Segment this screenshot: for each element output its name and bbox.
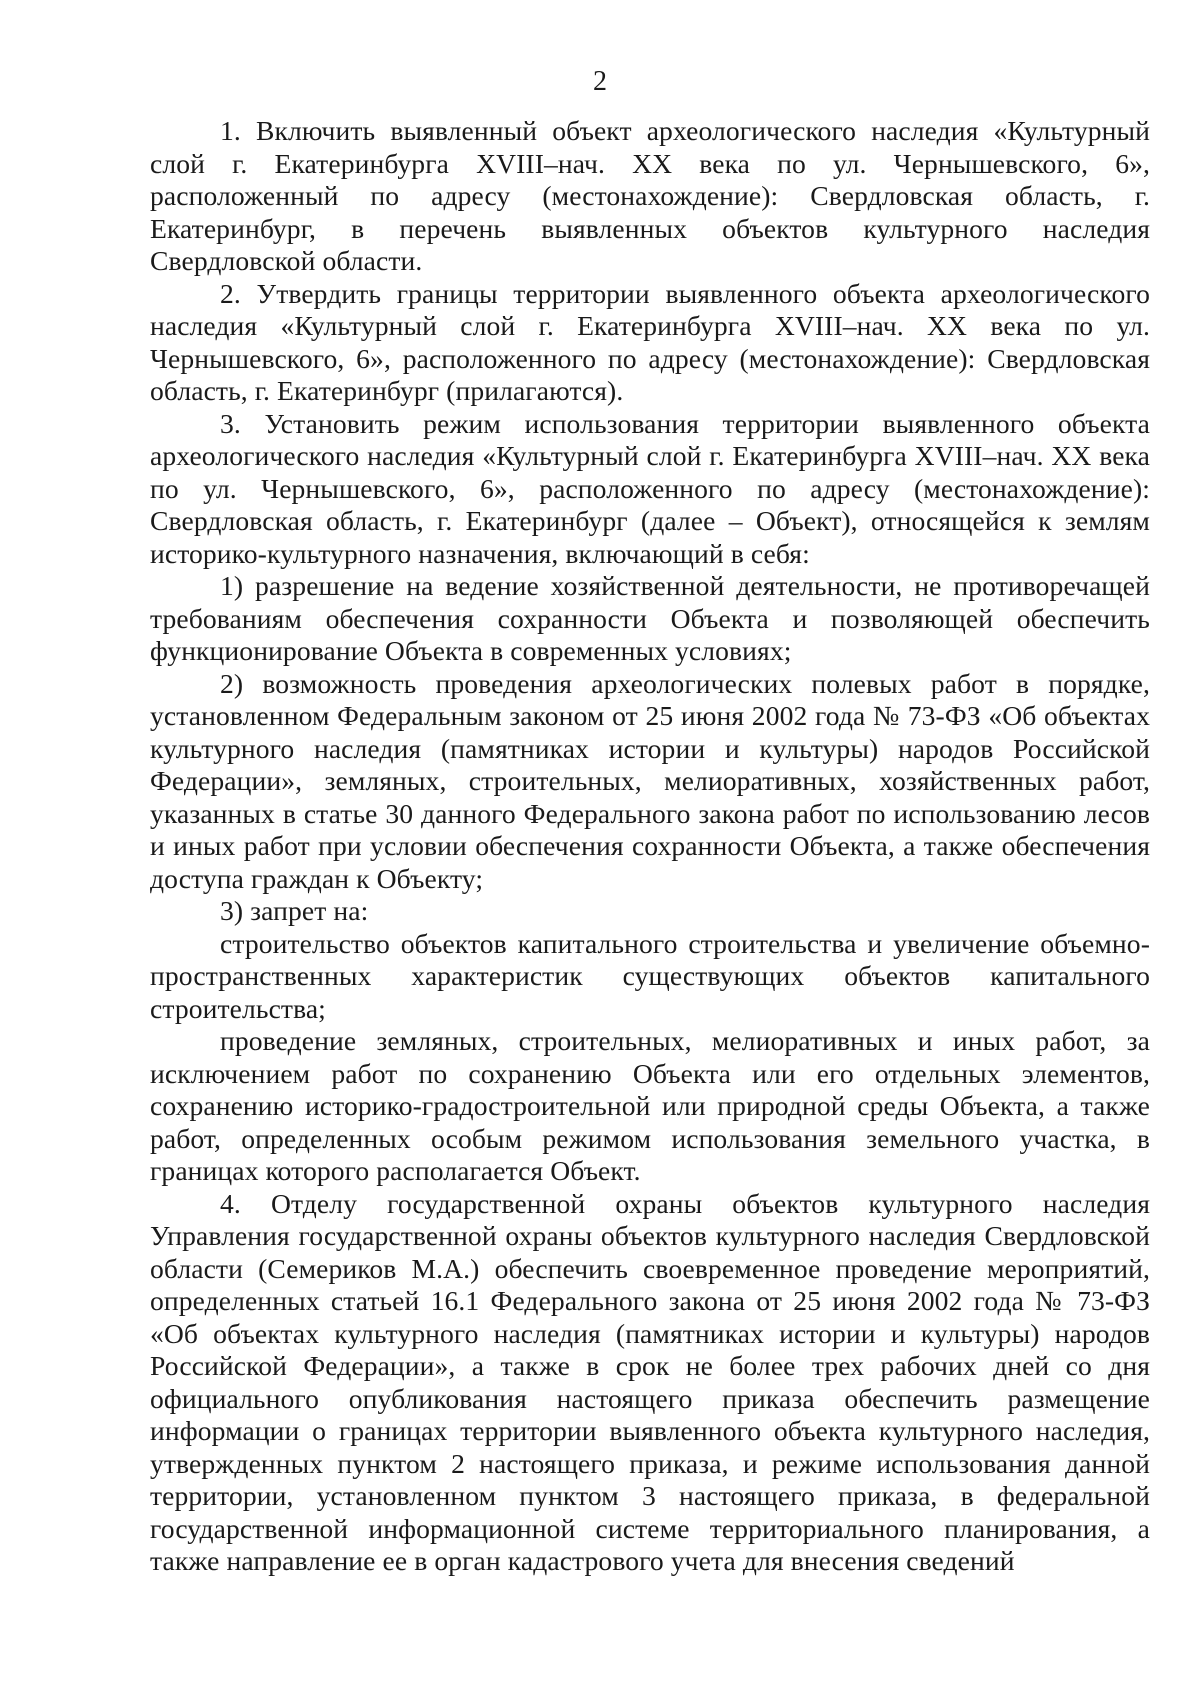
paragraph-item-2: 2. Утвердить границы территории выявленного объекта археологического наследия «Культурный слой г. Екатеринбурга XVIII–нач. XX века по ул. Чернышевского, 6», расположенного по адресу (местонахождение): Свердловская область, г. Екатеринбург (прилагаются). xyxy=(150,277,1150,406)
page-number: 2 xyxy=(593,66,607,97)
paragraph-item-4: 4. Отделу государственной охраны объектов культурного наследия Управления государственной охраны объектов культурного наследия Свердловской области (Семериков М.А.) обеспечить своевременное проведение мероприятий, определенных статьей 16.1 Федерального закона от 25 июня 2002 года № 73-ФЗ «Об объектах культурного наследия (памятниках истории и культуры) народов Российской Федерации», а также в срок не более трех рабочих дней со дня официального опубликования настоящего приказа обеспечить размещение информации о границах территории выявленного объекта культурного наследия, утвержденных пунктом 2 настоящего приказа, и режиме использования данной территории, установленном пунктом 3 настоящего приказа, в федеральной государственной информационной системе территориального планирования, а также направление ее в орган кадастрового учета для внесения сведений xyxy=(150,1187,1150,1576)
paragraph-subitem-3: 3) запрет на: xyxy=(220,895,369,926)
paragraph-subitem-2: 2) возможность проведения археологических полевых работ в порядке, установленном Федеральным законом от 25 июня 2002 года № 73-ФЗ «Об объектах культурного наследия (памятниках истории и культуры) народов Российской Федерации», земляных, строительных, мелиоративных, хозяйственных работ, указанных в статье 30 данного Федерального закона работ по использованию лесов и иных работ при условии обеспечения сохранности Объекта, а также обеспечения доступа граждан к Объекту; xyxy=(150,667,1150,894)
paragraph-subitem-1: 1) разрешение на ведение хозяйственной деятельности, не противоречащей требованиям обеспечения сохранности Объекта и позволяющей обеспечить функционирование Объекта в современных условиях; xyxy=(150,570,1150,666)
document-body xyxy=(150,115,1150,1578)
paragraph-item-3: 3. Установить режим использования территории выявленного объекта археологического наследия «Культурный слой г. Екатеринбурга XVIII–нач. XX века по ул. Чернышевского, 6», расположенного по адресу (местонахождение): Свердловская область, г. Екатеринбург (далее – Объект), относящейся к землям историко-культурного назначения, включающий в себя: xyxy=(150,407,1150,569)
paragraph-prohibition-construction: строительство объектов капитального строительства и увеличение объемно-пространственных характеристик существующих объектов капитального строительства; xyxy=(150,927,1150,1024)
paragraph-prohibition-works: проведение земляных, строительных, мелиоративных и иных работ, за исключением работ по сохранению Объекта или его отдельных элементов, сохранению историко-градостроительной или природной среды Объекта, а также работ, определенных особым режимом использования земельного участка, в границах которого располагается Объект. xyxy=(150,1025,1150,1186)
paragraph-item-1: 1. Включить выявленный объект археологического наследия «Культурный слой г. Екатеринбурга XVIII–нач. XX века по ул. Чернышевского, 6», расположенный по адресу (местонахождение): Свердловская область, г. Екатеринбург, в перечень выявленных объектов культурного наследия Свердловской области. xyxy=(150,115,1150,276)
